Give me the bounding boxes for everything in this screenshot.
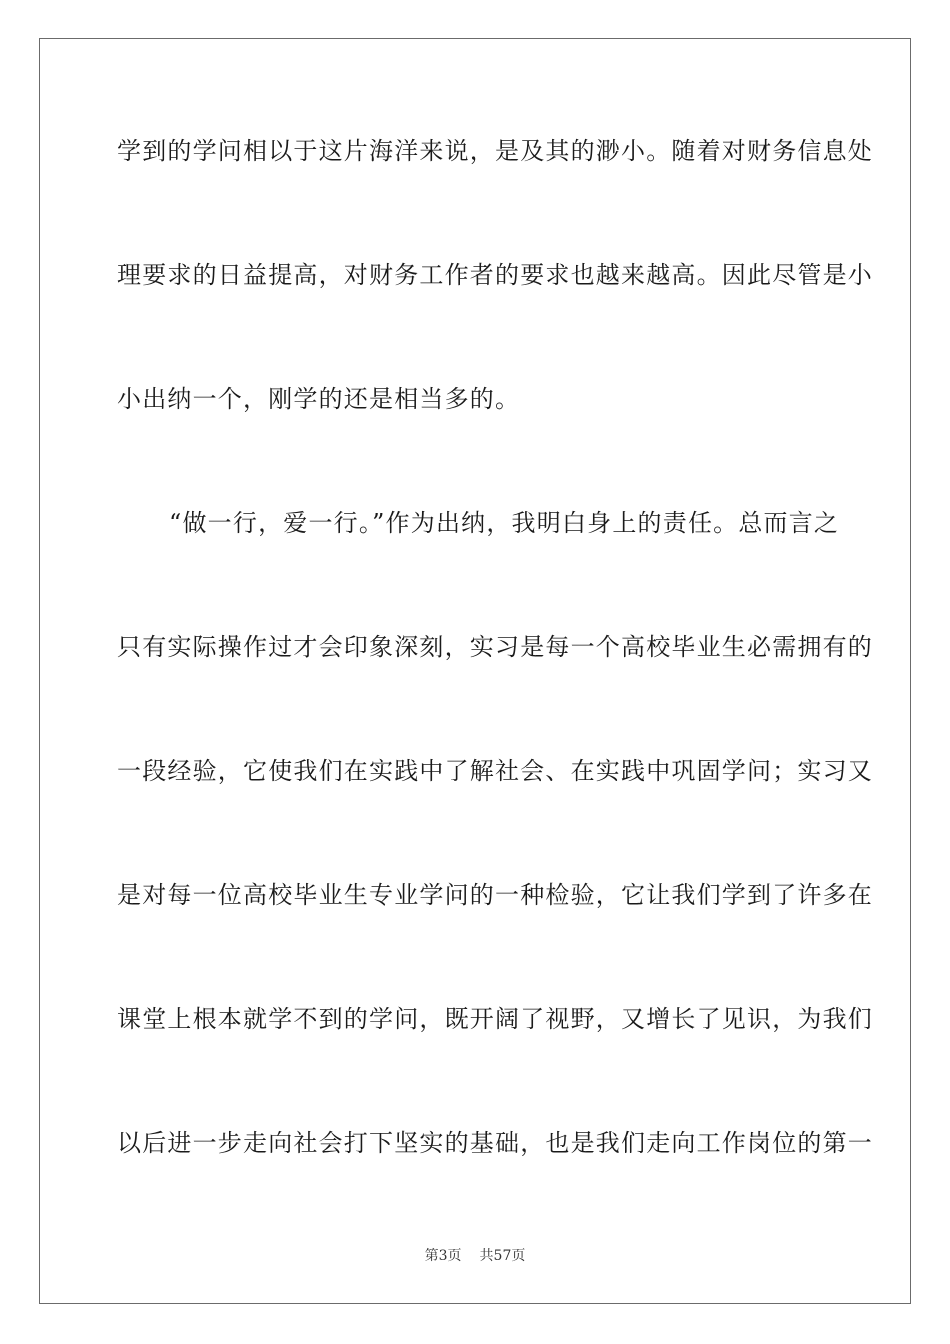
page-number: 第3页 — [424, 1248, 462, 1264]
page-border — [39, 38, 911, 1304]
paragraph-line: 以后进一步走向社会打下坚实的基础，也是我们走向工作岗位的第一 — [117, 1129, 873, 1157]
paragraph-line: “做一行，爱一行。”作为出纳，我明白身上的责任。总而言之 — [169, 509, 840, 537]
paragraph-line: 一段经验，它使我们在实践中了解社会、在实践中巩固学问；实习又 — [117, 757, 873, 785]
page-total: 共57页 — [479, 1248, 526, 1264]
paragraph-line: 理要求的日益提高，对财务工作者的要求也越来越高。因此尽管是小 — [117, 261, 873, 289]
paragraph-line: 学到的学问相以于这片海洋来说，是及其的渺小。随着对财务信息处 — [117, 137, 873, 165]
paragraph-line: 是对每一位高校毕业生专业学问的一种检验，它让我们学到了许多在 — [117, 881, 873, 909]
paragraph-line: 只有实际操作过才会印象深刻，实习是每一个高校毕业生必需拥有的 — [117, 633, 873, 661]
page-footer — [0, 1247, 950, 1265]
paragraph-line: 小出纳一个，刚学的还是相当多的。 — [117, 385, 521, 413]
paragraph-line: 课堂上根本就学不到的学问，既开阔了视野，又增长了见识，为我们 — [117, 1005, 873, 1033]
